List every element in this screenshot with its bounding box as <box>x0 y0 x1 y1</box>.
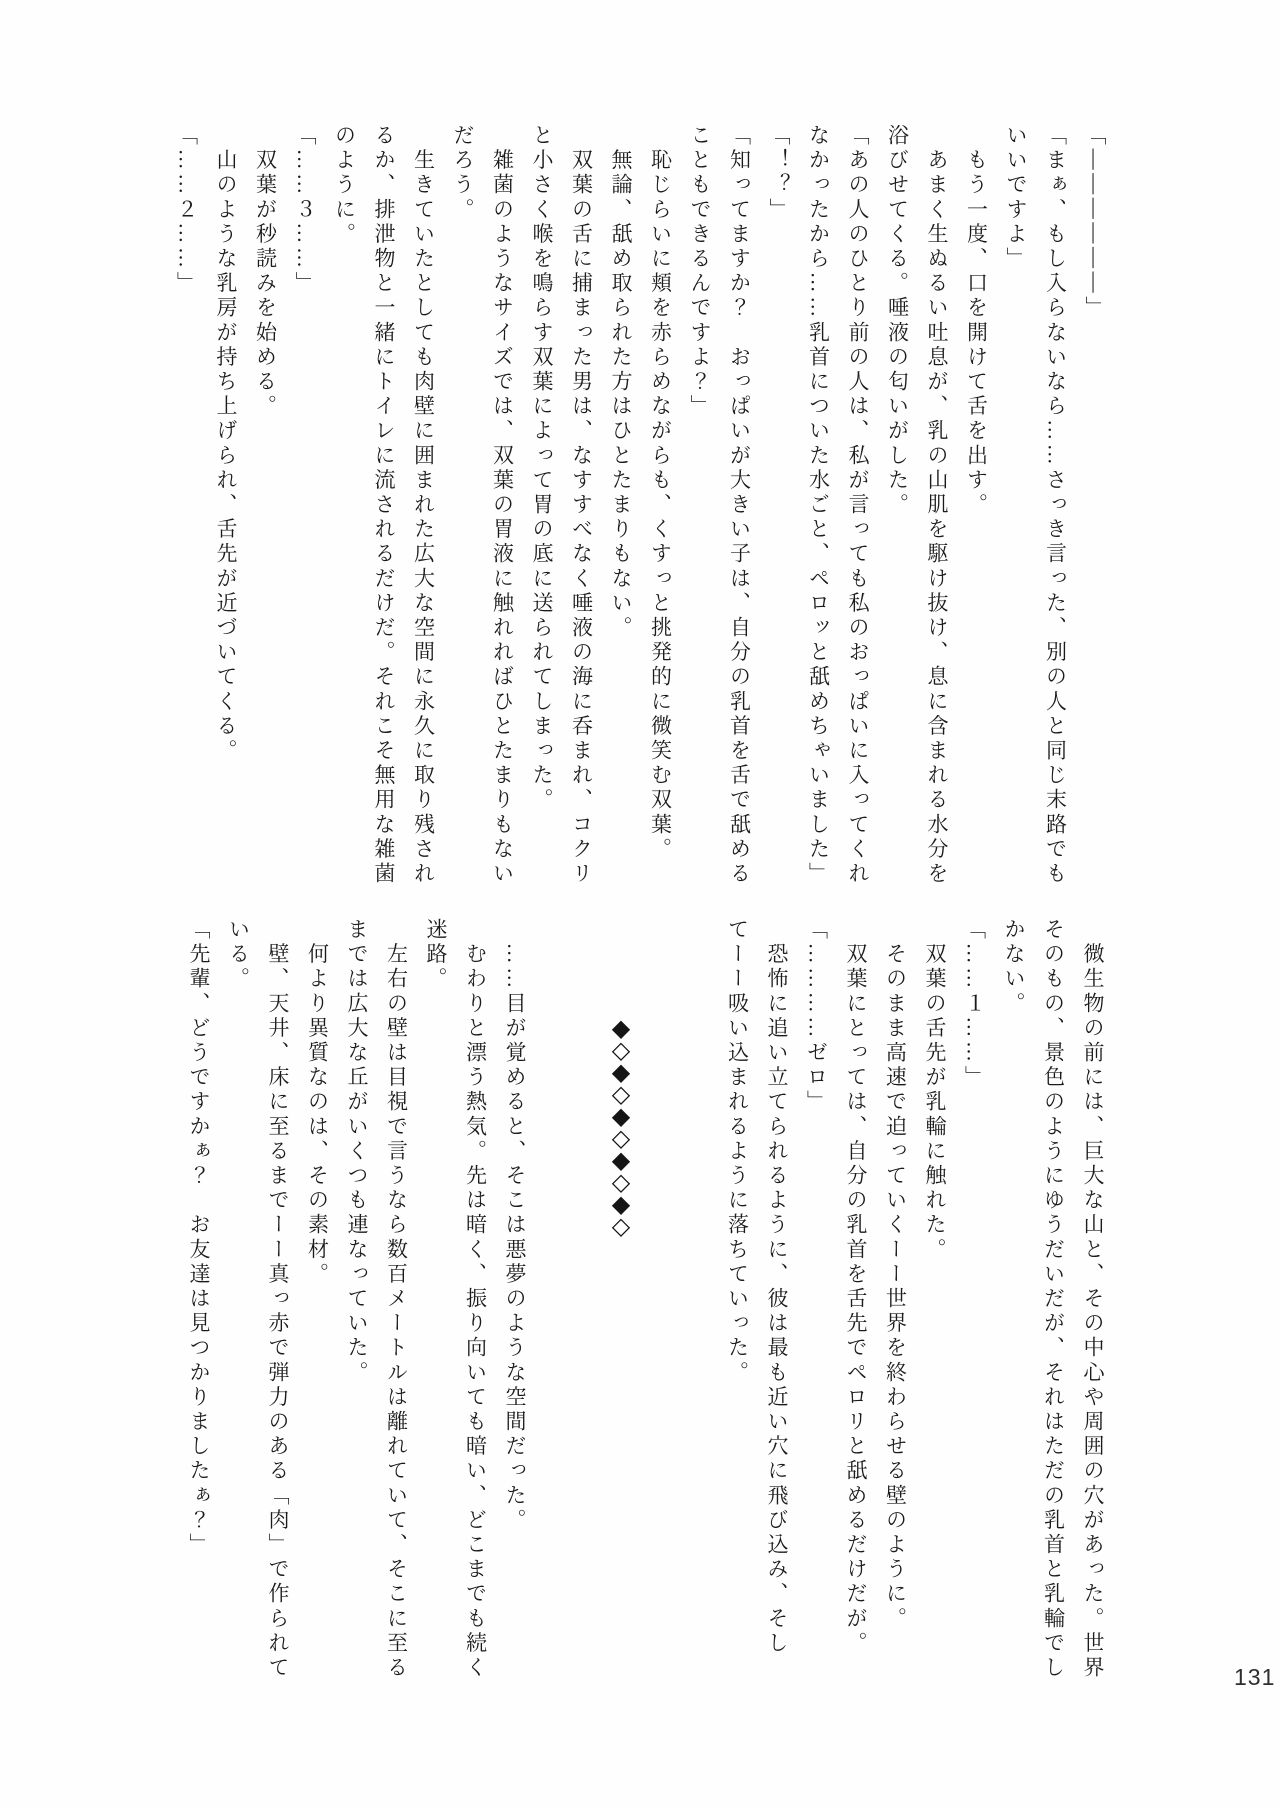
text-column: こともできるんですよ？」 <box>688 124 712 420</box>
text-column: と小さく喉を鳴らす双葉によって胃の底に送られてしまった。 <box>530 124 554 813</box>
text-column: いる。 <box>226 918 251 992</box>
text-column: 左右の壁は目視で言うなら数百メートルは離れていて、そこに至る <box>384 918 409 1681</box>
text-column: 「……１……」 <box>962 918 987 1091</box>
text-column: むわりと漂う熱気。先は暗く、振り向いても暗い、どこまでも続く <box>463 918 488 1681</box>
text-column: 双葉の舌先が乳輪に触れた。 <box>923 918 947 1263</box>
diamond-section-divider: ◆◇◆◇◆◇◆◇◆◇ <box>607 1014 635 1234</box>
text-column: 「……３……」 <box>293 124 317 297</box>
text-column: 迷路。 <box>424 918 448 992</box>
top-text-block <box>166 124 1114 899</box>
text-column: 「先輩、どうですかぁ？ お友達は見つかりましたぁ？」 <box>187 918 211 1558</box>
text-column: あまく生ぬるい吐息が、乳の山肌を駆け抜け、息に含まれる水分を <box>925 124 949 887</box>
bottom-text-block-right <box>717 918 1112 1693</box>
text-column: だろう。 <box>451 124 475 223</box>
text-column: 恥じらいに頬を赤らめながらも、くすっと挑発的に微笑む双葉。 <box>648 124 673 862</box>
text-column: までは広大な丘がいくつも連なっていた。 <box>345 918 369 1386</box>
text-column: 山のような乳房が持ち上げられ、舌先が近づいてくる。 <box>214 124 238 764</box>
text-column: 「あの人のひとり前の人は、私が言っても私のおっぱいに入ってくれ <box>846 124 870 887</box>
text-column: 「――――――」 <box>1083 124 1107 321</box>
text-column: もう一度、口を開けて舌を出す。 <box>964 124 989 518</box>
text-column: 壁、天井、床に至るまでーー真っ赤で弾力のある「肉」で作られて <box>266 918 290 1681</box>
text-column: るか、排泄物と一緒にトイレに流されるだけだ。それこそ無用な雑菌 <box>372 124 396 887</box>
text-column: なかったから……乳首についた水ごと、ペロッと舐めちゃいました」 <box>806 124 831 887</box>
text-column: のように。 <box>332 124 357 247</box>
text-column: 双葉が秒読みを始める。 <box>253 124 278 420</box>
text-column: 浴びせてくる。唾液の匂いがした。 <box>885 124 910 518</box>
text-column: いいですよ」 <box>1004 124 1028 272</box>
text-column: そのまま高速で迫っていくーー世界を終わらせる壁のように。 <box>883 918 908 1632</box>
text-column: 双葉にとっては、自分の乳首を舌先でペロリと舐めるだけだが。 <box>844 918 868 1656</box>
text-column: 「…………ゼロ」 <box>804 918 829 1115</box>
text-column: そのもの、景色のようにゆうだいだが、それはただの乳首と乳輪でし <box>1041 918 1066 1681</box>
text-column: 双葉の舌に捕まった男は、なすすべなく唾液の海に呑まれ、コクリ <box>569 124 594 887</box>
page-number: 131 <box>1234 1664 1276 1690</box>
text-column: かない。 <box>1002 918 1026 1017</box>
text-column: 無論、舐め取られた方はひとたまりもない。 <box>609 124 633 641</box>
text-column: 生きていたとしても肉壁に囲まれた広大な空間に永久に取り残され <box>411 124 436 887</box>
text-column: 「……２……」 <box>174 124 199 297</box>
text-column: 恐怖に追い立てられるように、彼は最も近い穴に飛び込み、そし <box>765 918 789 1656</box>
text-column: 「まぁ、もし入らないなら……さっき言った、別の人と同じ末路でも <box>1043 124 1068 887</box>
text-column: てーー吸い込まれるように落ちていった。 <box>725 918 750 1386</box>
text-column: ……目が覚めると、そこは悪夢のような空間だった。 <box>503 918 527 1533</box>
text-column: 「知ってますか？ おっぱいが大きい子は、自分の乳首を舌で舐める <box>727 124 752 887</box>
text-column: 雑菌のようなサイズでは、双葉の胃液に触れればひとたまりもない <box>490 124 515 887</box>
bottom-text-block-left <box>179 918 535 1693</box>
text-column: 何より異質なのは、その素材。 <box>305 918 330 1287</box>
text-column: 微生物の前には、巨大な山と、その中心や周囲の穴があった。世界 <box>1081 918 1105 1681</box>
text-column: 「！？」 <box>767 124 791 223</box>
